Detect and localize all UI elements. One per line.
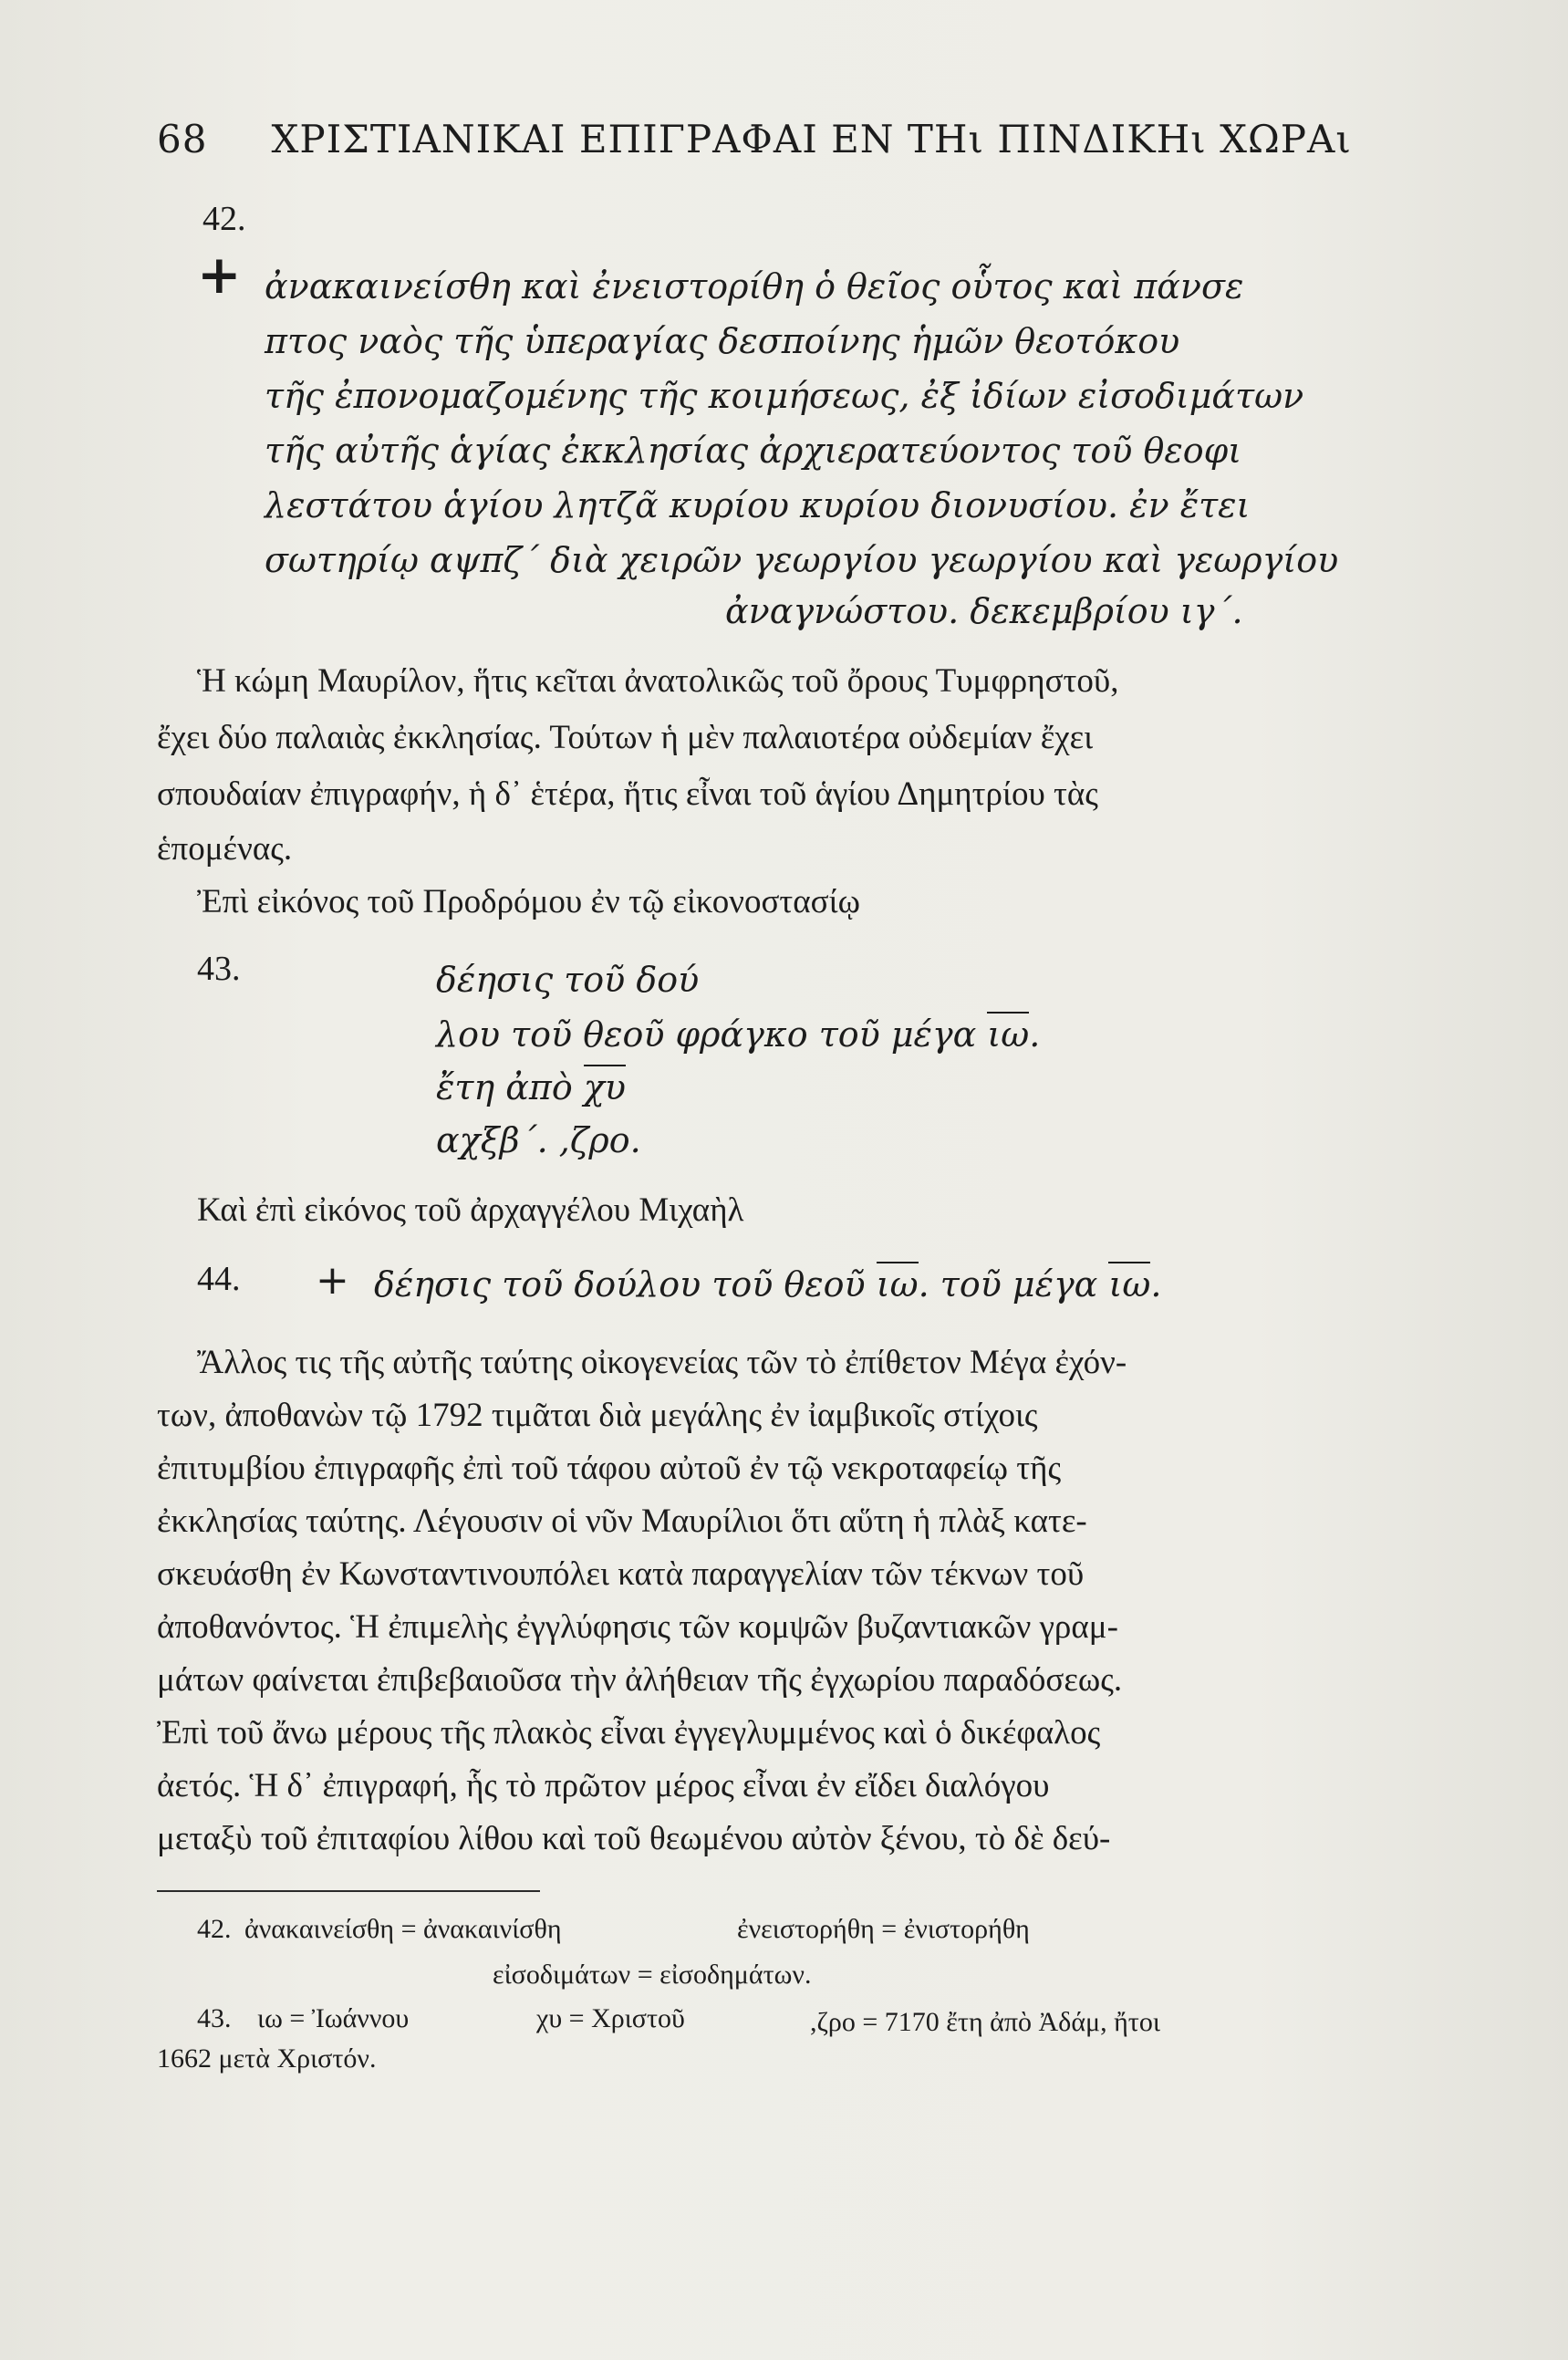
footnote-42-a: ἀνακαινείσθη = ἀνακαινίσθη: [244, 1914, 562, 1944]
inscription-43-line-3: [436, 1067, 626, 1107]
inscription-number-44: 44.: [197, 1260, 241, 1298]
inscription-43-line-2: [436, 1014, 1040, 1055]
footnote-rule: [157, 1890, 540, 1892]
footnote-43-c: ,ζρο = 7170 ἔτη ἀπὸ Ἀδάμ, ἤτοι: [810, 2007, 1160, 2037]
period: .: [1150, 1264, 1162, 1305]
page-number: 68: [157, 117, 208, 161]
inscription-43-line-2-text: λου τοῦ θεοῦ φράγκο τοῦ μέγα: [436, 1014, 977, 1055]
paragraph-1-line-4: ἑπομένας.: [157, 830, 293, 868]
paragraph-1-line-1: Ἡ κώμη Μαυρίλον, ἥτις κεῖται ἀνατολικῶς τοῦ ὄρους Τυμφρηστοῦ,: [197, 662, 1119, 700]
inscription-number-43: 43.: [197, 950, 241, 988]
inscription-43-line-1: δέησις τοῦ δού: [436, 960, 700, 1000]
footnote-43-number: 43.: [197, 2003, 232, 2033]
paragraph-2-line-1: Ἄλλος τις τῆς αὐτῆς ταύτης οἰκογενείας τῶν τὸ ἐπίθετον Μέγα ἐχόν-: [197, 1344, 1127, 1381]
footnote-43-a: ιω = Ἰωάννου: [257, 2003, 410, 2033]
inscription-number-42: 42.: [202, 200, 246, 238]
cross-symbol: +: [316, 1257, 349, 1304]
footnote-43-b: χυ = Χριστοῦ: [536, 2003, 685, 2033]
running-header: [157, 117, 1352, 161]
inscription-43-line-3-text: ἔτη ἀπὸ: [436, 1067, 573, 1107]
running-title: ΧΡΙΣΤΙΑΝΙΚΑΙ ΕΠΙΓΡΑΦΑΙ ΕΝ ΤΗι ΠΙΝΔΙΚΗι ΧΩΡΑι: [271, 117, 1352, 161]
paragraph-2-line-10: μεταξὺ τοῦ ἐπιταφίου λίθου καὶ τοῦ θεωμένου αὐτὸν ξένου, τὸ δὲ δεύ-: [157, 1820, 1111, 1857]
inscription-42-line-7: ἀναγνώστου. δεκεμβρίου ιγ΄.: [725, 591, 1243, 631]
inscription-42-line-2: πτος ναὸς τῆς ὑπεραγίας δεσποίνης ἡμῶν θεοτόκου: [265, 321, 1180, 361]
paragraph-2-line-7: μάτων φαίνεται ἐπιβεβαιοῦσα τὴν ἀλήθειαν τῆς ἐγχωρίου παραδόσεως.: [157, 1661, 1123, 1699]
inscription-44-text: [374, 1264, 1161, 1305]
paragraph-2-line-8: Ἐπὶ τοῦ ἄνω μέρους τῆς πλακὸς εἶναι ἐγγεγλυμμένος καὶ ὁ δικέφαλος: [157, 1714, 1101, 1752]
footnote-43-d: 1662 μετὰ Χριστόν.: [157, 2043, 377, 2074]
period: .: [1029, 1014, 1041, 1055]
paragraph-2-line-2: των, ἀποθανὼν τῷ 1792 τιμᾶται διὰ μεγάλης ἐν ἰαμβικοῖς στίχοις: [157, 1397, 1038, 1434]
abbreviation-chu: χυ: [584, 1065, 626, 1107]
inscription-42-line-6: σωτηρίῳ αψπζ΄ διὰ χειρῶν γεωργίου γεωργίου καὶ γεωργίου: [265, 540, 1339, 580]
footnote-42-c: εἰσοδιμάτων = εἰσοδημάτων.: [493, 1960, 812, 1990]
inscription-42-line-1: ἀνακαινείσθη καὶ ἐνειστορίθη ὁ θεῖος οὗτος καὶ πάνσε: [265, 266, 1244, 307]
inscription-42-line-4: τῆς αὐτῆς ἁγίας ἐκκλησίας ἀρχιερατεύοντος τοῦ θεοφι: [265, 431, 1242, 471]
paragraph-2-line-4: ἐκκλησίας ταύτης. Λέγουσιν οἱ νῦν Μαυρίλιοι ὅτι αὕτη ἡ πλὰξ κατε-: [157, 1502, 1087, 1540]
footnote-42-b: ἐνειστορήθη = ἐνιστορήθη: [737, 1914, 1030, 1944]
abbreviation-io: ιω: [1108, 1262, 1150, 1305]
paragraph-1-line-2: ἔχει δύο παλαιὰς ἐκκλησίας. Τούτων ἡ μὲν παλαιοτέρα οὐδεμίαν ἔχει: [157, 719, 1094, 756]
intro-44: Καὶ ἐπὶ εἰκόνος τοῦ ἀρχαγγέλου Μιχαὴλ: [197, 1191, 744, 1229]
paragraph-2-line-9: ἀετός. Ἡ δ᾽ ἐπιγραφή, ἧς τὸ πρῶτον μέρος εἶναι ἐν εἴδει διαλόγου: [157, 1767, 1050, 1804]
inscription-44-part-2: . τοῦ μέγα: [918, 1264, 1098, 1305]
inscription-42-line-5: λεστάτου ἁγίου λητζᾶ κυρίου κυρίου διονυσίου. ἐν ἔτει: [265, 485, 1251, 525]
intro-43: Ἐπὶ εἰκόνος τοῦ Προδρόμου ἐν τῷ εἰκονοστασίῳ: [197, 883, 860, 920]
inscription-43-line-4: αχξβ΄. ,ζρο.: [436, 1120, 641, 1160]
inscription-44-part-1: δέησις τοῦ δούλου τοῦ θεοῦ: [374, 1264, 866, 1305]
abbreviation-io: ιω: [877, 1262, 919, 1305]
paragraph-2-line-3: ἐπιτυμβίου ἐπιγραφῆς ἐπὶ τοῦ τάφου αὐτοῦ ἐν τῷ νεκροταφείῳ τῆς: [157, 1450, 1062, 1487]
paragraph-2-line-6: ἀποθανόντος. Ἡ ἐπιμελὴς ἐγγλύφησις τῶν κομψῶν βυζαντιακῶν γραμ-: [157, 1608, 1118, 1646]
paragraph-1-line-3: σπουδαίαν ἐπιγραφήν, ἡ δ᾽ ἑτέρα, ἥτις εἶναι τοῦ ἁγίου Δημητρίου τὰς: [157, 775, 1098, 813]
inscription-42-line-3: τῆς ἐπονομαζομένης τῆς κοιμήσεως, ἐξ ἰδίων εἰσοδιμάτων: [265, 376, 1304, 416]
paragraph-2-line-5: σκευάσθη ἐν Κωνσταντινουπόλει κατὰ παραγγελίαν τῶν τέκνων τοῦ: [157, 1555, 1085, 1593]
cross-symbol: +: [197, 244, 242, 306]
footnote-42-number: 42.: [197, 1914, 232, 1944]
abbreviation-io: ιω: [987, 1012, 1029, 1055]
